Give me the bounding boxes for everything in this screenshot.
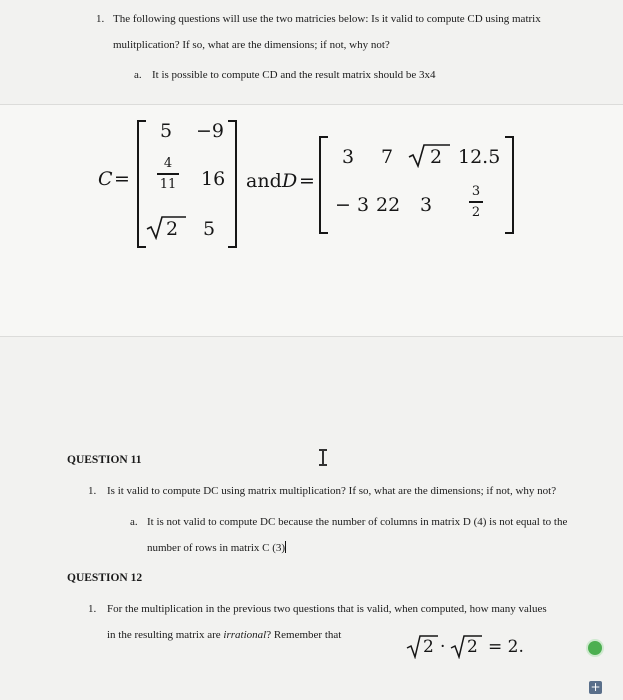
q12-eq-sqrt2	[450, 633, 482, 659]
q11-answer-letter: a.	[130, 516, 138, 528]
q11-question: Is it valid to compute DC using matrix multiplication? If so, what are the dimensions; if not, why not?	[107, 485, 557, 497]
d-r1c1: 3	[342, 146, 355, 168]
c-r2c2: 16	[201, 168, 226, 190]
d-r2c1: − 3	[335, 194, 370, 216]
q10-question-line1: The following questions will use the two matricies below: Is it valid to compute CD using matrix	[113, 13, 541, 25]
q11-answer-line2-text: number of rows in matrix C (3)	[147, 542, 286, 554]
matrix-image	[0, 104, 623, 336]
d-label: D	[282, 170, 298, 192]
q11-title: QUESTION 11	[67, 454, 142, 466]
q12-line2-irrational: irrational	[223, 629, 267, 641]
q11-number: 1.	[88, 485, 97, 497]
q12-title: QUESTION 12	[67, 572, 143, 584]
c-r2c1-fraction-bar	[157, 173, 179, 175]
q10-question-line2: mulitplication? If so, what are the dimensions; if not, why not?	[113, 39, 390, 51]
c-r3c1-sqrt	[146, 214, 186, 240]
d-r2c4-numerator: 3	[471, 184, 481, 199]
q12-eq-rhs: = 2.	[488, 637, 524, 657]
d-r1c3-sqrt	[408, 142, 450, 168]
matrix-image-top-border	[0, 104, 623, 105]
answer-status-icon[interactable]	[588, 641, 602, 655]
text-caret	[285, 541, 286, 553]
q12-eq-radicand1: 2	[423, 637, 434, 657]
d-r1c3-radicand: 2	[430, 146, 443, 168]
q12-eq-sqrt1	[406, 633, 438, 659]
c-equals: =	[114, 168, 130, 190]
c-left-bracket	[137, 120, 146, 248]
q11-answer-line1[interactable]: It is not valid to compute DC because the number of columns in matrix D (4) is not equal to the	[147, 516, 568, 528]
sqrt-icon	[408, 142, 450, 168]
d-right-bracket	[505, 136, 514, 234]
q11-answer-line2[interactable]	[147, 541, 286, 554]
c-r3c1-radicand: 2	[166, 218, 179, 240]
matrix-image-bottom-border	[0, 336, 623, 337]
d-r1c4: 12.5	[458, 146, 501, 168]
d-r2c4-fraction	[469, 184, 483, 220]
d-r2c2: 22	[376, 194, 401, 216]
c-r2c1-numerator: 4	[163, 156, 173, 171]
plus-icon[interactable]: +	[590, 680, 601, 694]
q12-question-line1: For the multiplication in the previous two questions that is valid, when computed, how many values	[107, 603, 547, 615]
q12-eq-dot: ·	[440, 637, 446, 657]
and-connector: and	[246, 170, 282, 192]
c-label: C	[98, 168, 113, 190]
q10-answer: It is possible to compute CD and the result matrix should be 3x4	[152, 69, 436, 81]
d-equals: =	[299, 170, 315, 192]
c-r2c1-denominator: 11	[159, 176, 177, 192]
c-r3c2: 5	[203, 218, 216, 240]
c-right-bracket	[228, 120, 237, 248]
c-r1c2: −9	[196, 120, 225, 142]
q12-line2-part3: ? Remember that	[266, 629, 342, 641]
q12-line2-part1: in the resulting matrix are	[107, 629, 224, 641]
text-cursor-icon	[318, 448, 328, 466]
d-r2c4-denominator: 2	[471, 204, 481, 220]
c-r1c1: 5	[160, 120, 173, 142]
d-left-bracket	[319, 136, 328, 234]
d-r2c4-fraction-bar	[469, 201, 483, 203]
q12-question-line2	[107, 630, 341, 641]
c-r2c1-fraction	[157, 156, 179, 192]
q10-number: 1.	[96, 13, 105, 25]
d-r1c2: 7	[381, 146, 394, 168]
d-r2c3: 3	[420, 194, 433, 216]
q12-eq-radicand2: 2	[467, 637, 478, 657]
q12-number: 1.	[88, 603, 97, 615]
q10-answer-letter: a.	[134, 69, 142, 81]
